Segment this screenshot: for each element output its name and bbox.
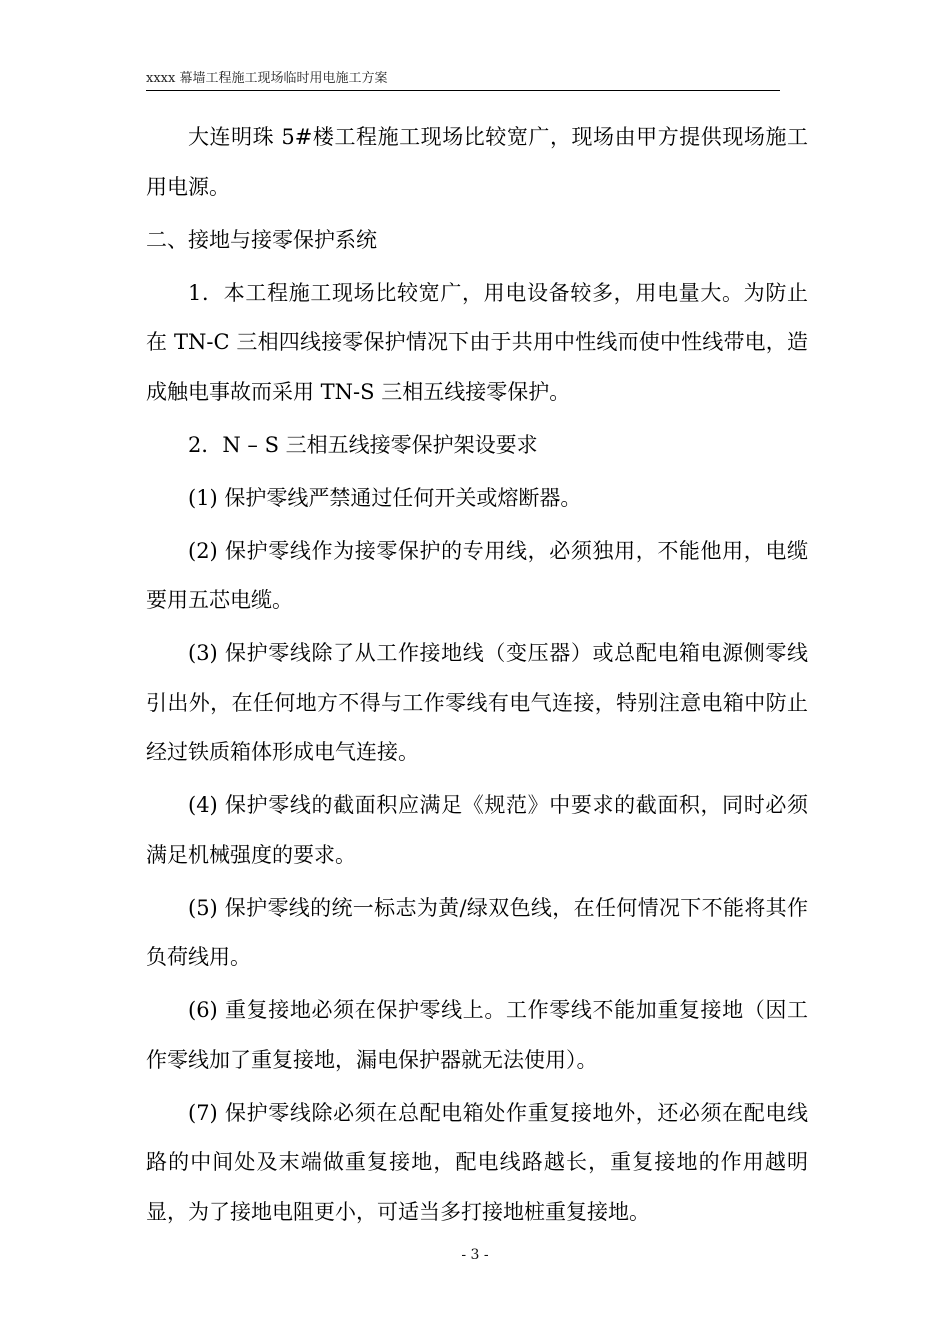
running-header: xxxx 幕墙工程施工现场临时用电施工方案	[146, 71, 388, 86]
requirement-2: (2) 保护零线作为接零保护的专用线，必须独用，不能他用，电缆要用五芯电缆。	[146, 538, 808, 612]
item-2-heading: 2．N – S 三相五线接零保护架设要求	[188, 432, 538, 457]
requirement-7: (7) 保护零线除必须在总配电箱处作重复接地外，还必须在配电线路的中间处及末端做重复接地，配电线路越长，重复接地的作用越明显，为了接地电阻更小，可适当多打接地桩重复接地。	[146, 1100, 808, 1224]
section-heading: 二、接地与接零保护系统	[146, 227, 377, 252]
requirement-1: (1) 保护零线严禁通过任何开关或熔断器。	[188, 485, 582, 510]
body-text	[146, 113, 808, 1241]
header-rule	[146, 90, 780, 91]
requirement-5: (5) 保护零线的统一标志为黄/绿双色线，在任何情况下不能将其作负荷线用。	[146, 895, 808, 969]
item-1-paragraph: 1．本工程施工现场比较宽广，用电设备较多，用电量大。为防止在 TN-C 三相四线接零保护情况下由于共用中性线而使中性线带电，造成触电事故而采用 TN-S 三相五线接零保护。	[146, 280, 808, 404]
requirement-4: (4) 保护零线的截面积应满足《规范》中要求的截面积，同时必须满足机械强度的要求。	[146, 793, 808, 867]
requirement-6: (6) 重复接地必须在保护零线上。工作零线不能加重复接地（因工作零线加了重复接地，漏电保护器就无法使用）。	[146, 998, 808, 1072]
requirement-3: (3) 保护零线除了从工作接地线（变压器）或总配电箱电源侧零线引出外，在任何地方不得与工作零线有电气连接，特别注意电箱中防止经过铁质箱体形成电气连接。	[146, 641, 808, 764]
intro-paragraph: 大连明珠 5#楼工程施工现场比较宽广，现场由甲方提供现场施工用电源。	[146, 125, 808, 199]
page-number: - 3 -	[461, 1247, 489, 1263]
